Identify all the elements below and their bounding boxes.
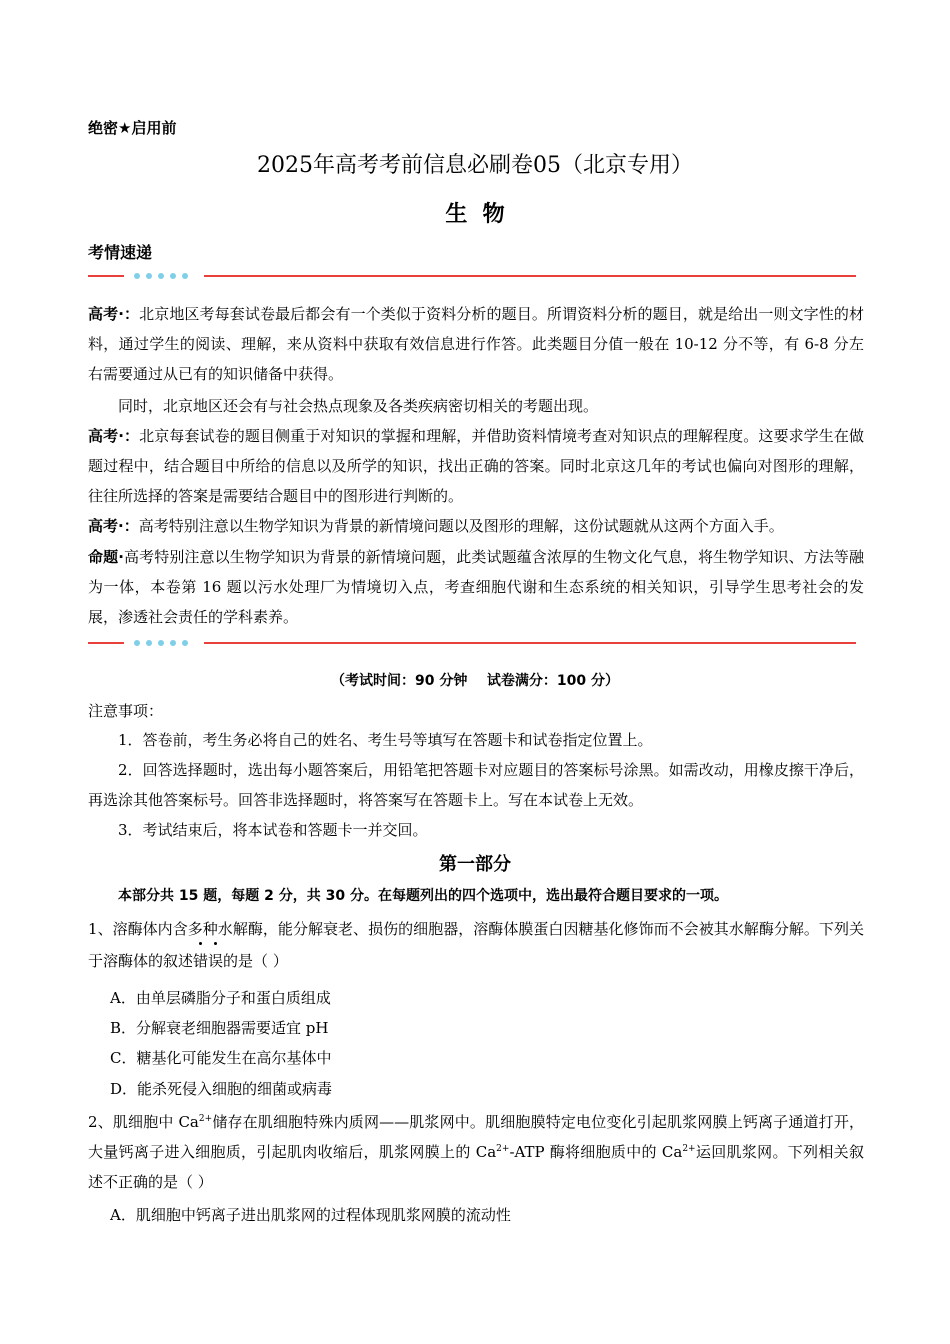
analysis-paragraph-2 <box>88 391 864 421</box>
notes-item-3: 3．考试结束后，将本试卷和答题卡一并交回。 <box>118 821 428 839</box>
exam-info: （考试时间：90 分钟 试卷满分：100 分） <box>331 673 619 689</box>
question-2-option-a: A．肌细胞中钙离子进出肌浆网的过程体现肌浆网膜的流动性 <box>110 1206 511 1224</box>
notes-item-2: 2．回答选择题时，选出每小题答案后，用铅笔把答题卡对应题目的答案标号涂黑。如需改动，用橡皮擦干净后，再选涂其他答案标号。回答非选择题时，将答案写在答题卡上。写在本试卷上无效。 <box>88 761 864 809</box>
analysis-paragraph-5 <box>88 542 864 634</box>
divider-bottom <box>88 637 856 649</box>
notes-title: 注意事项： <box>88 702 164 720</box>
part-instruction: 本部分共 15 题，每题 2 分，共 30 分。在每题列出的四个选项中，选出最符合题目要求的一项。 <box>118 888 728 904</box>
emphasis-mark: 误 <box>208 945 223 977</box>
secret-label: 绝密★启用前 <box>88 119 177 137</box>
analysis-text: 高考特别注意以生物学知识为背景的新情境问题，此类试题蕴含浓厚的生物文化气息，将生物学知识、方法等融为一体，本卷第 16 题以污水处理厂为情境切入点，考查细胞代谢和生态系统的相关知识，引导学生思考社会的发展，渗透社会责任的学科素养。 <box>88 548 864 626</box>
notes-item-1: 1．答卷前，考生务必将自己的姓名、考生号等填写在答题卡和试卷指定位置上。 <box>118 731 653 749</box>
analysis-paragraph-3 <box>88 421 864 511</box>
analysis-text: 北京地区考每套试卷最后都会有一个类似于资料分析的题目。所谓资料分析的题目，就是给出一则文字性的材料，通过学生的阅读、理解，来从资料中获取有效信息进行作答。此类题目分值一般在 10-12 分不等，有 6-8 分左右需要通过从已有的知识储备中获得。 <box>88 305 864 383</box>
analysis-label: 高考·： <box>88 517 139 535</box>
emphasis-mark: 错 <box>193 945 208 977</box>
question-1-option-a: A．由单层磷脂分子和蛋白质组成 <box>110 989 331 1007</box>
question-1-option-b: B．分解衰老细胞器需要适宜 pH <box>110 1019 329 1037</box>
question-2-stem: 2、肌细胞中 $Ca^{2+}$储存在肌细胞特殊内质网——肌浆网中。肌细胞膜特定电位变化引起肌浆网膜上钙离子通道打开，大量钙离子进入细胞质，引起肌肉收缩后，肌浆网膜上的 $Ca^{2+}$-ATP 酶将细胞质中的 $Ca^{2+}$运回肌浆网。下列相关叙述不正确的是（ ） <box>88 1113 864 1191</box>
page-title: 2025年高考考前信息必刷卷05（北京专用） <box>257 153 693 178</box>
analysis-text: 同时，北京地区还会有与社会热点现象及各类疾病密切相关的考题出现。 <box>118 397 599 415</box>
analysis-paragraph-4 <box>88 511 864 541</box>
analysis-label: 高考·： <box>88 427 140 445</box>
analysis-text: 北京每套试卷的题目侧重于对知识的掌握和理解，并借助资料情境考查对知识点的理解程度。这要求学生在做题过程中，结合题目中所给的信息以及所学的知识，找出正确的答案。同时北京这几年的考试也偏向对图形的理解，往往所选择的答案是需要结合题目中的图形进行判断的。 <box>88 427 864 505</box>
question-1-stem: 1、溶酶体内含多种水解酶，能分解衰老、损伤的细胞器，溶酶体膜蛋白因糖基化修饰而不会被其水解酶分解。下列关于溶酶体的叙述错误的是（ ） <box>88 913 864 977</box>
subject-title: 生 物 <box>445 202 505 227</box>
part-title: 第一部分 <box>439 854 511 875</box>
divider-top <box>88 270 856 282</box>
analysis-label: 高考·： <box>88 305 140 323</box>
question-1-option-c: C．糖基化可能发生在高尔基体中 <box>110 1049 332 1067</box>
analysis-paragraph-1 <box>88 299 864 391</box>
analysis-label: 命题· <box>88 548 124 566</box>
analysis-text: 高考特别注意以生物学知识为背景的新情境问题以及图形的理解，这份试题就从这两个方面入手。 <box>138 517 784 535</box>
question-1-option-d: D．能杀死侵入细胞的细菌或病毒 <box>110 1080 333 1098</box>
section-heading: 考情速递 <box>88 243 153 262</box>
